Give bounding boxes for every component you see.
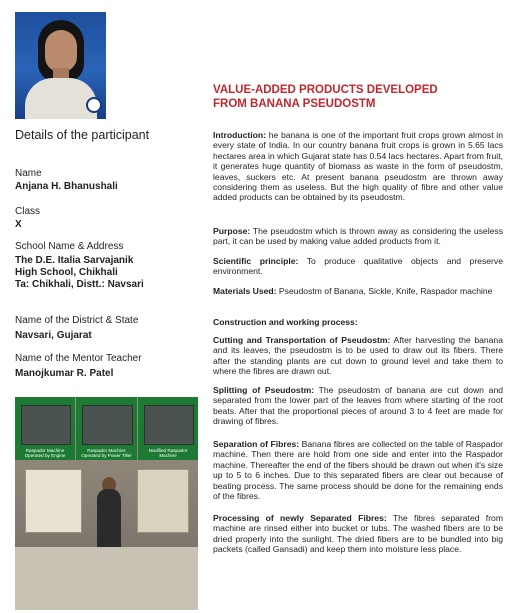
school-badge-icon xyxy=(86,97,102,113)
class-label: Class xyxy=(15,206,41,217)
separation-heading: Separation of Fibres: xyxy=(213,439,300,449)
materials-heading: Materials Used: xyxy=(213,286,277,296)
principle-paragraph xyxy=(213,256,503,277)
caption-power-tiller: Raspador Machine Operated by Power Tiller xyxy=(81,448,132,458)
name-label: Name xyxy=(15,168,42,179)
mentor-label: Name of the Mentor Teacher xyxy=(15,353,142,364)
principle-text: To produce qualitative objects and preserve environment. xyxy=(213,256,503,277)
introduction-paragraph xyxy=(213,130,503,203)
display-board-right xyxy=(137,469,189,533)
introduction-text: he banana is one of the important fruit crops grown almost in every state of India. In our country banana fruit crops is grown in 5.65 lacs hectares area in which Gujarat state has 0.54 lacs hectares. Apart from fruit, it generates huge quantity of biomass as waste in the form of pseudostm, leaves, suckers etc. At present banana pseudostm are thrown away considering them as useless. But the high quality of fibre and other value added products can be obtained by its pseudostm. xyxy=(213,130,503,203)
machine-photo-modified xyxy=(138,397,198,460)
exhibition-photo xyxy=(15,397,198,610)
principle-heading: Scientific principle: xyxy=(213,256,299,266)
class-value: X xyxy=(15,219,22,230)
purpose-text: The pseudostm which is thrown away as considering the useless part, it can be used by making value added products from it. xyxy=(213,226,503,247)
district-value: Navsari, Gujarat xyxy=(15,330,92,341)
caption-modified: Modified Raspador Machine xyxy=(148,448,188,458)
participant-photo xyxy=(15,12,106,119)
title-line-2: FROM BANANA PSEUDOSTM xyxy=(213,98,376,110)
raspador-machine-icon xyxy=(144,405,194,445)
machine-photo-engine xyxy=(15,397,75,460)
construction-heading: Construction and working process: xyxy=(213,317,358,327)
cutting-paragraph xyxy=(213,335,503,377)
purpose-heading: Purpose: xyxy=(213,226,251,236)
photo-shoulders xyxy=(25,78,97,119)
school-value: The D.E. Italia Sarvajanik High School, Chikhali Ta: Chikhali, Distt.: Navsari xyxy=(15,255,144,290)
photo-face xyxy=(45,30,77,72)
separation-paragraph xyxy=(213,439,503,501)
cutting-text: After harvesting the banana and its leaves, the pseudostm is to be used to draw out its fibers. There after the standing plants are cut down to ground level and take them to where the fibres are drawn out. xyxy=(213,335,503,377)
caption-engine: Raspador Machine Operated by Engine xyxy=(24,448,66,458)
splitting-paragraph xyxy=(213,385,503,427)
introduction-heading: Introduction: xyxy=(213,130,266,140)
district-label: Name of the District & State xyxy=(15,315,139,326)
processing-text: The fibres separated from machine are rinsed either into bucket or tubs. The washed fibers are to be dried properly into the sunlight. The dried fibers are to be bundled into big packets (called Gansadi) and keep them into moisture less place. xyxy=(213,513,503,555)
school-label: School Name & Address xyxy=(15,241,124,252)
separation-text: Banana fibres are collected on the table of Raspador machine. Then there are hold from one side and enter into the Raspador machine. Thereafter the end of the fibers should be drawn out when it's size up to 5 to 6 inches. Due to this separated fibers are clear out because of beating process. The same process should be done for the remaining ends of the fibres. xyxy=(213,439,503,502)
cutting-heading: Cutting and Transportation of Pseudostm: xyxy=(213,335,391,345)
name-value: Anjana H. Bhanushali xyxy=(15,181,118,192)
splitting-heading: Splitting of Pseudostm: xyxy=(213,385,315,395)
mentor-value: Manojkumar R. Patel xyxy=(15,368,114,379)
details-heading: Details of the participant xyxy=(15,128,150,142)
raspador-machine-icon xyxy=(21,405,71,445)
processing-heading: Processing of newly Separated Fibres: xyxy=(213,513,387,523)
title-line-1: VALUE-ADDED PRODUCTS DEVELOPED xyxy=(213,84,438,96)
processing-paragraph xyxy=(213,513,503,555)
machine-photo-power-tiller xyxy=(76,397,137,460)
raspador-machine-icon xyxy=(82,405,133,445)
purpose-paragraph xyxy=(213,226,503,247)
display-board-left xyxy=(25,469,82,533)
materials-paragraph xyxy=(213,286,503,296)
splitting-text: The pseudostm of banana are cut down and separated from the lower part of the leaves from where starting of the root beats. After that the proportional pieces of around 3 to 4 feet are made for drawing of fibres. xyxy=(213,385,504,427)
materials-text: Pseudostm of Banana, Sickle, Knife, Raspador machine xyxy=(276,286,493,296)
exhibit-table xyxy=(15,547,198,610)
article-title xyxy=(213,83,503,111)
